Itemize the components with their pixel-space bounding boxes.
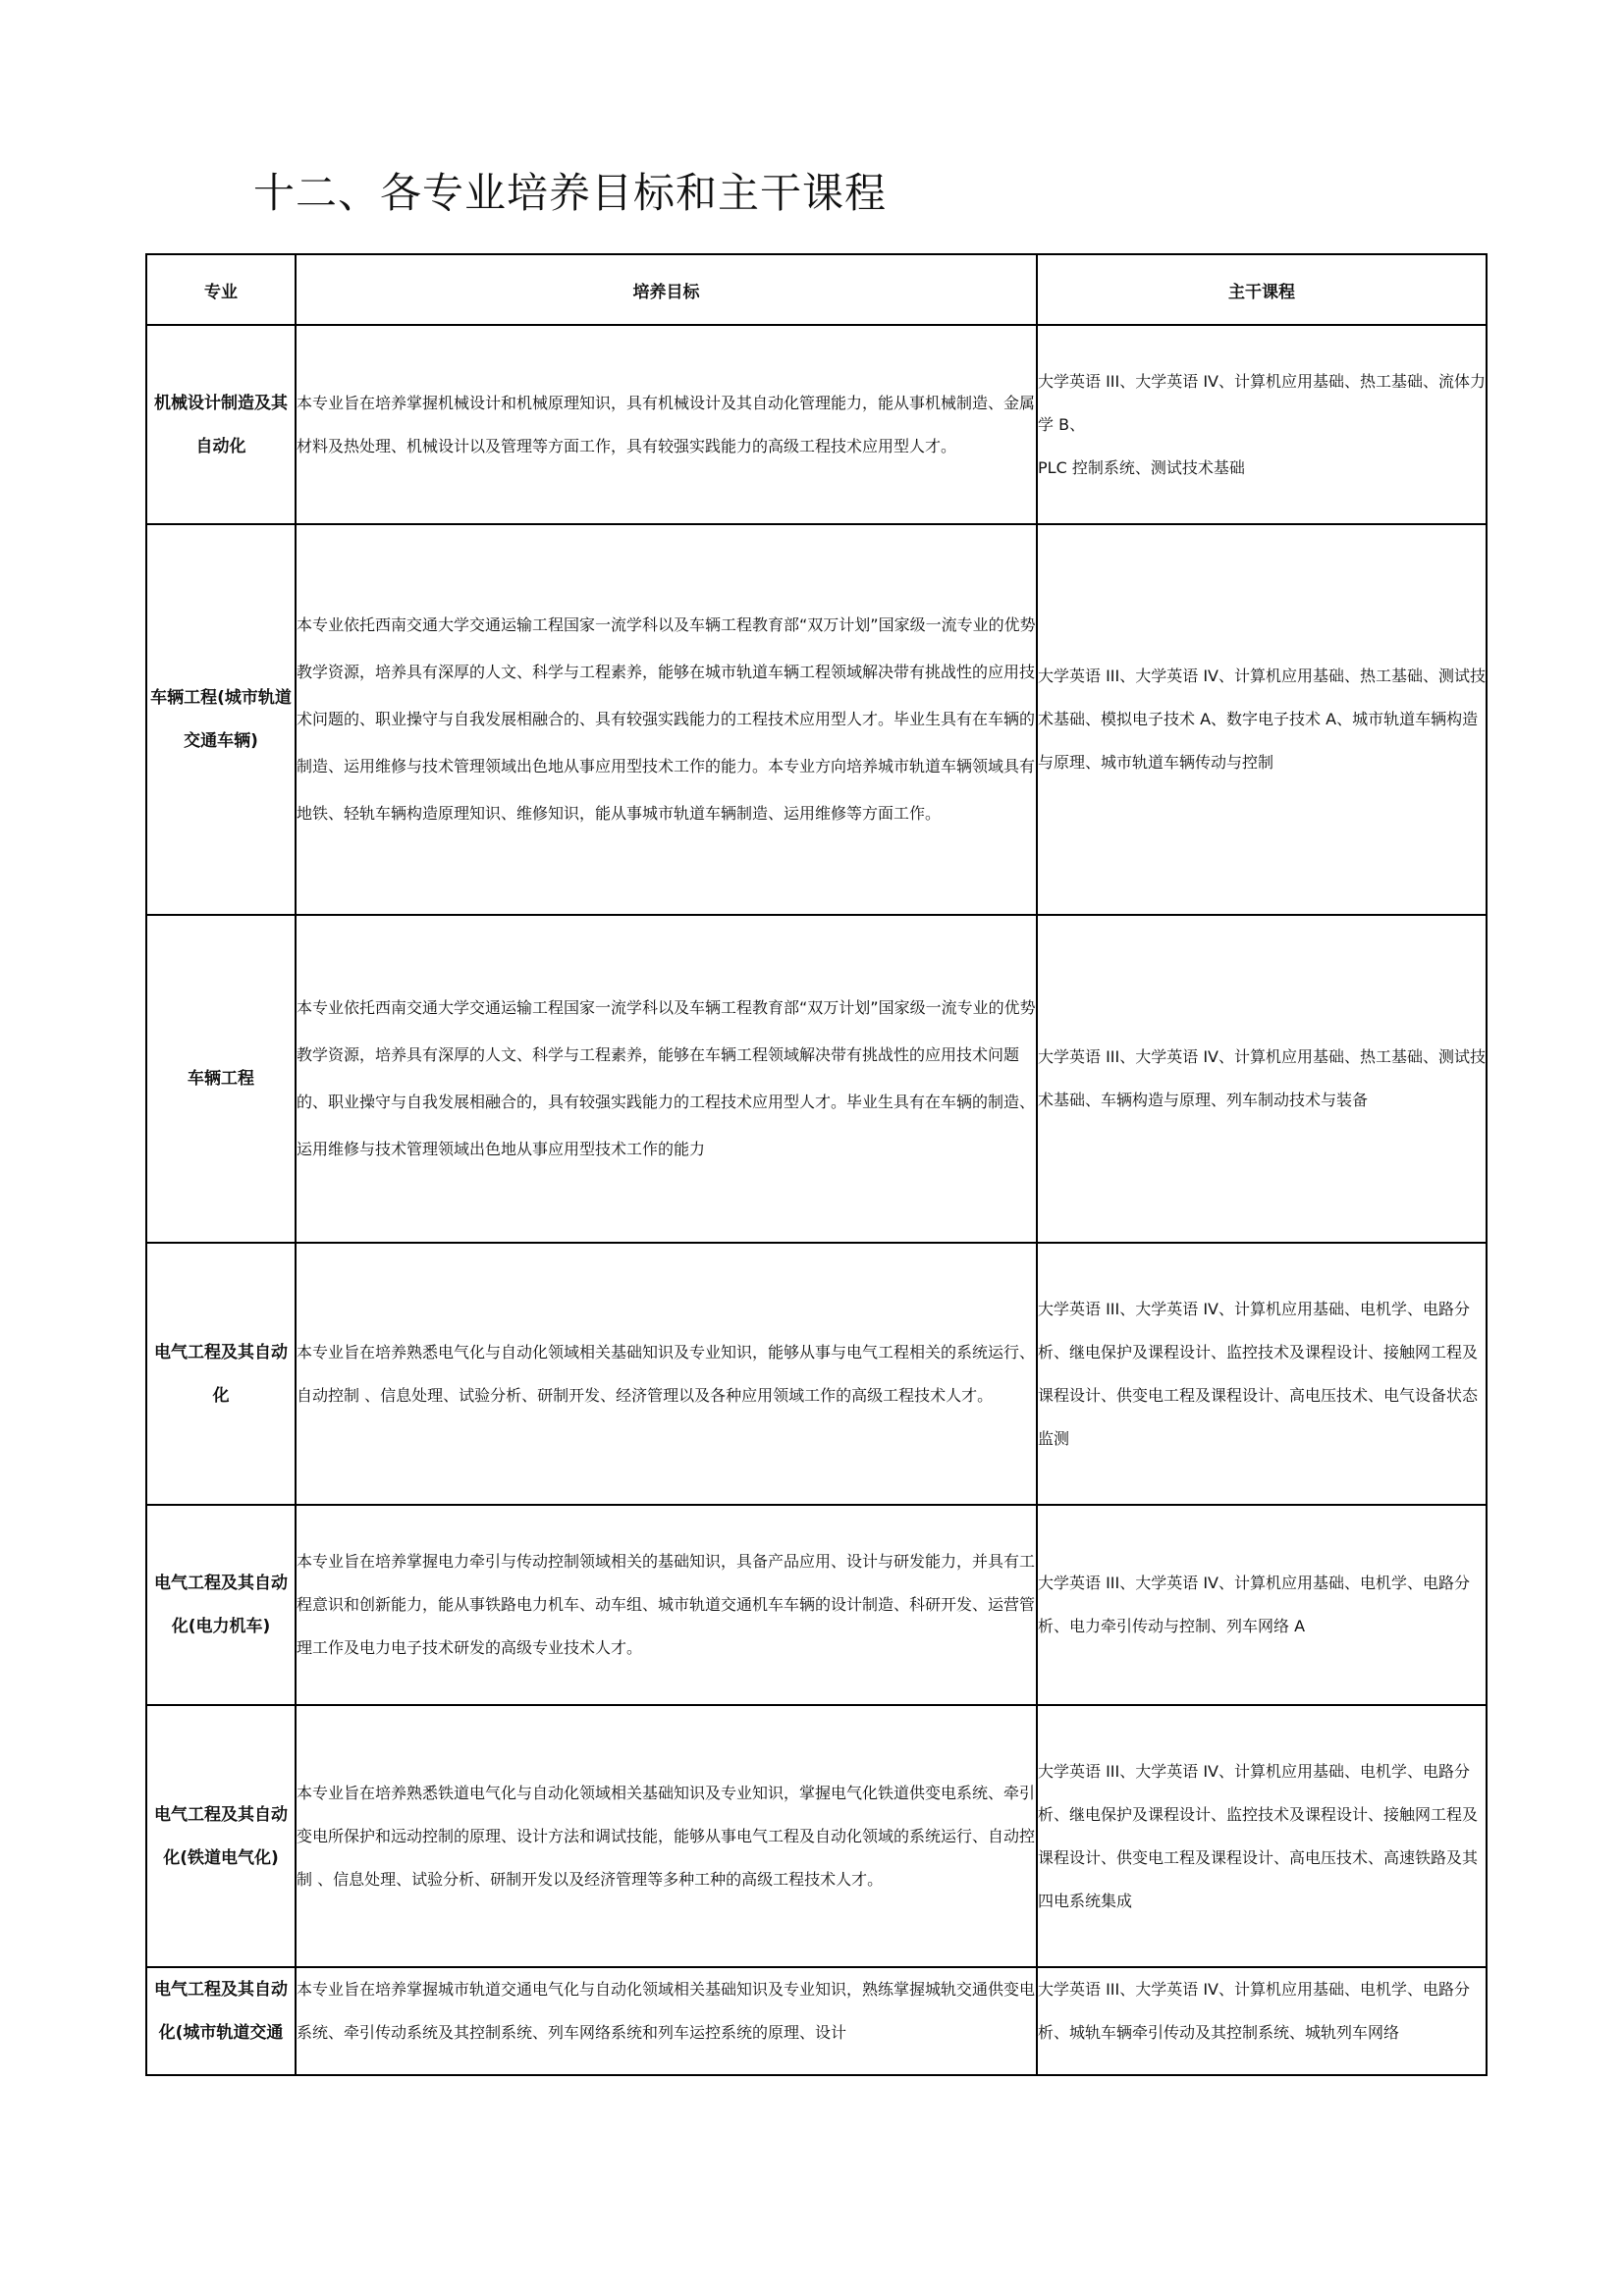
major-cell: 电气工程及其自动化(城市轨道交通 xyxy=(146,1967,296,2075)
table-row xyxy=(146,1705,1487,1967)
major-cell: 电气工程及其自动化(电力机车) xyxy=(146,1505,296,1705)
goal-text: 本专业旨在培养掌握电力牵引与传动控制领域相关的基础知识，具备产品应用、设计与研发能力，并具有工程意识和创新能力，能从事铁路电力机车、动车组、城市轨道交通机车车辆的设计制造、科研开发、运营管理工作及电力电子技术研发的高级专业技术人才。 xyxy=(297,1552,1036,1657)
goal-text: 本专业依托西南交通大学交通运输工程国家一流学科以及车辆工程教育部“双万计划”国家级一流专业的优势教学资源，培养具有深厚的人文、科学与工程素养，能够在车辆工程领域解决带有挑战性的应用技术问题的、职业操守与自我发展相融合的，具有较强实践能力的工程技术应用型人才。毕业生具有在车辆的制造、运用维修与技术管理领域出色地从事应用型技术工作的能力 xyxy=(297,998,1036,1158)
goal-text: 本专业旨在培养掌握城市轨道交通电气化与自动化领域相关基础知识及专业知识，熟练掌握城轨交通供变电系统、牵引传动系统及其控制系统、列车网络系统和列车运控系统的原理、设计 xyxy=(297,1980,1036,2042)
courses-text: 大学英语 III、大学英语 IV、计算机应用基础、电机学、电路分析、电力牵引传动与控制、列车网络 A xyxy=(1038,1574,1470,1635)
table-row xyxy=(146,1505,1487,1705)
header-courses: 主干课程 xyxy=(1037,254,1487,325)
table-row xyxy=(146,1967,1487,2075)
major-cell: 车辆工程 xyxy=(146,915,296,1243)
major-cell: 电气工程及其自动化 xyxy=(146,1243,296,1505)
major-cell: 机械设计制造及其自动化 xyxy=(146,325,296,524)
table-row xyxy=(146,325,1487,524)
courses-text: 大学英语 III、大学英语 IV、计算机应用基础、热工基础、流体力学 B、 PLC 控制系统、测试技术基础 xyxy=(1038,371,1486,477)
courses-cell xyxy=(1037,1967,1487,2075)
table-header-row xyxy=(146,254,1487,325)
goal-cell xyxy=(296,1967,1037,2075)
table-row xyxy=(146,1243,1487,1505)
goal-cell xyxy=(296,524,1037,915)
courses-text: 大学英语 III、大学英语 IV、计算机应用基础、电机学、电路分析、继电保护及课程设计、监控技术及课程设计、接触网工程及课程设计、供变电工程及课程设计、高电压技术、电气设备状态监测 xyxy=(1038,1299,1479,1448)
goal-cell xyxy=(296,915,1037,1243)
courses-cell xyxy=(1037,1705,1487,1967)
page-title: 十二、各专业培养目标和主干课程 xyxy=(253,169,888,217)
courses-text: 大学英语 III、大学英语 IV、计算机应用基础、热工基础、测试技术基础、模拟电子技术 A、数字电子技术 A、城市轨道车辆构造与原理、城市轨道车辆传动与控制 xyxy=(1038,667,1486,772)
courses-cell xyxy=(1037,325,1487,524)
courses-text: 大学英语 III、大学英语 IV、计算机应用基础、电机学、电路分析、继电保护及课程设计、监控技术及课程设计、接触网工程及课程设计、供变电工程及课程设计、高电压技术、高速铁路及其四电系统集成 xyxy=(1038,1761,1479,1910)
header-major: 专业 xyxy=(146,254,296,325)
goal-text: 本专业旨在培养熟悉电气化与自动化领域相关基础知识及专业知识，能够从事与电气工程相关的系统运行、自动控制 、信息处理、试验分析、研制开发、经济管理以及各种应用领域工作的高级工程技术人才。 xyxy=(297,1342,1036,1405)
goal-cell xyxy=(296,1705,1037,1967)
table-row xyxy=(146,915,1487,1243)
majors-table xyxy=(145,253,1488,2076)
goal-cell xyxy=(296,325,1037,524)
courses-text: 大学英语 III、大学英语 IV、计算机应用基础、热工基础、测试技术基础、车辆构造与原理、列车制动技术与装备 xyxy=(1038,1047,1486,1109)
courses-cell xyxy=(1037,1505,1487,1705)
header-goal: 培养目标 xyxy=(296,254,1037,325)
goal-text: 本专业旨在培养掌握机械设计和机械原理知识，具有机械设计及其自动化管理能力，能从事机械制造、金属材料及热处理、机械设计以及管理等方面工作，具有较强实践能力的高级工程技术应用型人才。 xyxy=(297,393,1036,455)
courses-cell xyxy=(1037,915,1487,1243)
goal-text: 本专业依托西南交通大学交通运输工程国家一流学科以及车辆工程教育部“双万计划”国家级一流专业的优势教学资源，培养具有深厚的人文、科学与工程素养，能够在城市轨道车辆工程领域解决带有挑战性的应用技术问题的、职业操守与自我发展相融合的、具有较强实践能力的工程技术应用型人才。毕业生具有在车辆的制造、运用维修与技术管理领域出色地从事应用型技术工作的能力。本专业方向培养城市轨道车辆领域具有地铁、轻轨车辆构造原理知识、维修知识，能从事城市轨道车辆制造、运用维修等方面工作。 xyxy=(297,615,1036,823)
major-cell: 车辆工程(城市轨道交通车辆) xyxy=(146,524,296,915)
table-row xyxy=(146,524,1487,915)
courses-cell xyxy=(1037,1243,1487,1505)
major-cell: 电气工程及其自动化(铁道电气化) xyxy=(146,1705,296,1967)
goal-cell xyxy=(296,1243,1037,1505)
goal-cell xyxy=(296,1505,1037,1705)
goal-text: 本专业旨在培养熟悉铁道电气化与自动化领域相关基础知识及专业知识，掌握电气化铁道供变电系统、牵引变电所保护和远动控制的原理、设计方法和调试技能，能够从事电气工程及自动化领域的系统运行、自动控制 、信息处理、试验分析、研制开发以及经济管理等多种工种的高级工程技术人才。 xyxy=(297,1783,1036,1889)
courses-text: 大学英语 III、大学英语 IV、计算机应用基础、电机学、电路分析、城轨车辆牵引传动及其控制系统、城轨列车网络 xyxy=(1038,1980,1470,2042)
courses-cell xyxy=(1037,524,1487,915)
